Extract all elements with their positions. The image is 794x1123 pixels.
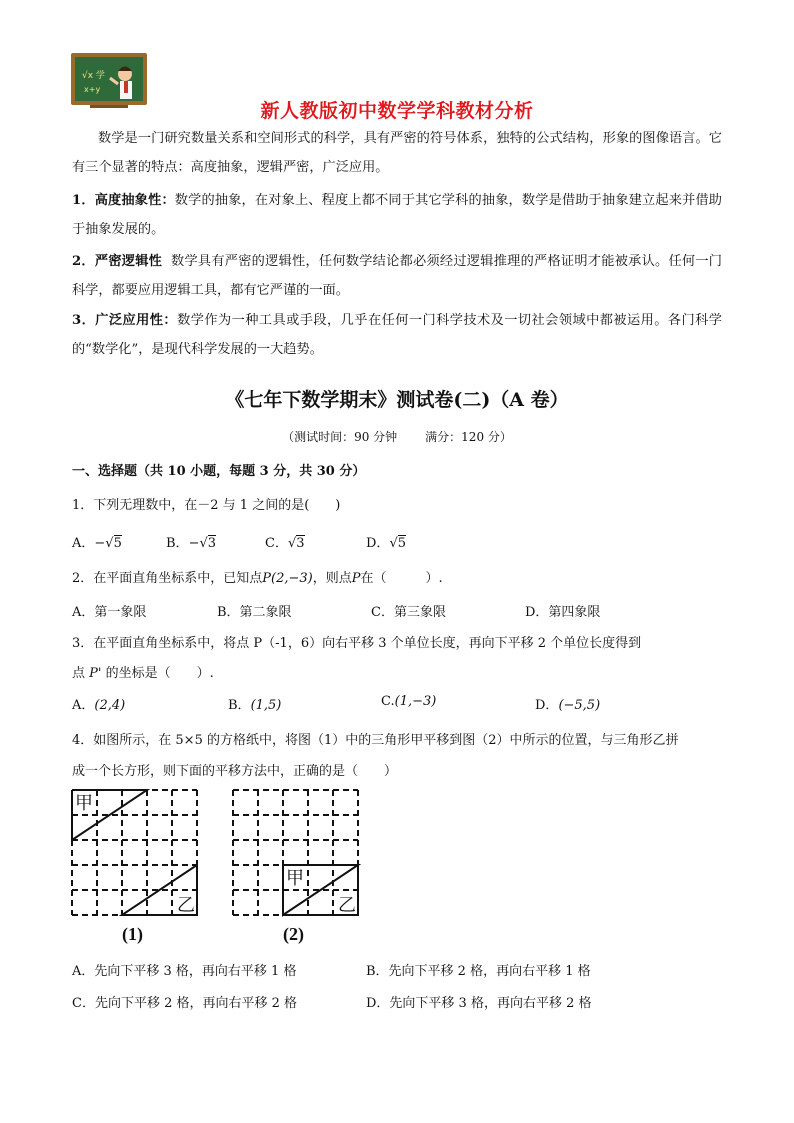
option-value: (−5,5)	[558, 698, 601, 713]
grid-figure-1	[70, 788, 204, 918]
question-3-stem-line2	[72, 662, 214, 681]
option-value: (1,5)	[250, 698, 282, 713]
feature-2	[72, 247, 722, 305]
sqrt-icon: √	[287, 536, 297, 551]
exam-title: 《七年下数学期末》测试卷(二)（A 卷）	[225, 389, 569, 411]
q2-point: P(2,−3)	[262, 571, 313, 586]
q2-text: 2．在平面直角坐标系中，已知点	[72, 571, 263, 586]
q2-option-d[interactable]: D．第四象限	[525, 605, 601, 620]
feature-3-text: 数学作为一种工具或手段，几乎在任何一门科学技术及一切社会领域中都被运用。各门科学的“数学化”，是现代科学发展的一大趋势。	[72, 313, 722, 357]
option-letter: C．	[265, 536, 288, 551]
minus-sign: −	[94, 536, 106, 551]
q3-option-c[interactable]	[381, 694, 436, 709]
exam-time: （测试时间：90 分钟	[282, 430, 398, 444]
q2-option-c[interactable]: C．第三象限	[371, 605, 446, 620]
question-3-stem-line1: 3．在平面直角坐标系中，将点 P（-1，6）向右平移 3 个单位长度，再向下平移 2 个单位长度得到	[72, 636, 642, 651]
radicand: 5	[113, 536, 122, 551]
question-1-stem: 1．下列无理数中，在－2 与 1 之间的是( )	[72, 498, 341, 513]
feature-3	[72, 306, 722, 364]
q3-point: P'	[89, 666, 102, 681]
option-letter: B．	[228, 698, 251, 713]
question-4-stem-line1: 4．如图所示，在 5×5 的方格纸中，将图（1）中的三角形甲平移到图（2）中所示的位置，与三角形乙拼	[72, 733, 679, 748]
option-letter: D．	[366, 536, 390, 551]
sqrt-icon: √	[105, 536, 114, 551]
feature-2-text: 数学具有严密的逻辑性，任何数学结论都必须经过逻辑推理的严格证明才能被承认。任何一门科学，都要应用逻辑工具，都有它严谨的一面。	[72, 254, 722, 298]
q2-option-b[interactable]: B．第二象限	[217, 605, 292, 620]
page-title: 新人教版初中数学学科教材分析	[260, 100, 534, 122]
q1-option-b[interactable]	[166, 532, 216, 551]
option-letter: A．	[72, 536, 95, 551]
option-letter: A．	[72, 698, 95, 713]
q4-option-b[interactable]: B．先向下平移 2 格，再向右平移 1 格	[366, 964, 591, 979]
section-heading: 一、选择题（共 10 小题，每题 3 分，共 30 分）	[72, 464, 366, 479]
triangle-yi-label: 乙	[177, 895, 195, 916]
q3-option-a[interactable]	[72, 694, 125, 713]
q4-option-d[interactable]: D．先向下平移 3 格，再向右平移 2 格	[366, 996, 592, 1011]
intro-paragraph: 数学是一门研究数量关系和空间形式的科学，具有严密的符号体系，独特的公式结构，形象的图像语言。它有三个显著的特点：高度抽象，逻辑严密，广泛应用。	[72, 131, 722, 175]
q2-option-a[interactable]: A．第一象限	[72, 605, 147, 620]
feature-1	[72, 186, 722, 244]
feature-1-label: 1．高度抽象性：	[72, 193, 175, 208]
radicand: 5	[397, 536, 407, 551]
question-2-stem	[72, 567, 443, 586]
minus-sign: −	[188, 536, 200, 551]
sqrt-icon: √	[199, 536, 208, 551]
q1-option-a[interactable]	[72, 532, 122, 551]
q1-option-d[interactable]	[366, 532, 406, 551]
triangle-jia-label: 甲	[75, 793, 93, 814]
q4-option-c[interactable]: C．先向下平移 2 格，再向右平移 2 格	[72, 996, 298, 1011]
exam-info	[0, 428, 794, 445]
feature-3-label: 3．广泛应用性：	[72, 313, 178, 328]
option-letter: C.	[381, 694, 395, 709]
sqrt-icon: √	[389, 536, 398, 551]
option-letter: B．	[166, 536, 189, 551]
q2-text: 在（ ）.	[360, 571, 443, 586]
figure-2-label: (2)	[283, 924, 304, 944]
feature-2-label: 2．严密逻辑性	[72, 254, 163, 269]
radicand: 3	[296, 536, 305, 551]
exam-score: 满分：120 分）	[425, 430, 512, 444]
option-letter: D．	[535, 698, 559, 713]
grid-figure-2	[231, 788, 365, 918]
option-value: (2,4)	[94, 698, 126, 713]
q2-point-name: P	[351, 571, 361, 586]
figure-1-label: (1)	[122, 924, 143, 944]
q3-option-b[interactable]	[228, 694, 281, 713]
q3-option-d[interactable]	[535, 694, 600, 713]
radicand: 3	[207, 536, 217, 551]
q2-text: ，则点	[312, 571, 352, 586]
svg-text:√x 学: √x 学	[82, 71, 105, 81]
q4-option-a[interactable]: A．先向下平移 3 格，再向右平移 1 格	[72, 964, 297, 979]
svg-text:x+y: x+y	[84, 85, 101, 94]
q3-text: 的坐标是（ ）.	[105, 666, 214, 681]
feature-1-text: 数学的抽象，在对象上、程度上都不同于其它学科的抽象，数学是借助于抽象建立起来并借助于抽象发展的。	[72, 193, 722, 237]
question-4-stem-line2: 成一个长方形，则下面的平移方法中，正确的是（ ）	[72, 764, 398, 779]
triangle-yi-label: 乙	[338, 895, 356, 916]
q1-option-c[interactable]	[265, 532, 305, 551]
triangle-jia-label: 甲	[286, 868, 304, 889]
option-value: (1,−3)	[394, 694, 437, 709]
q3-text: 点	[72, 666, 86, 681]
